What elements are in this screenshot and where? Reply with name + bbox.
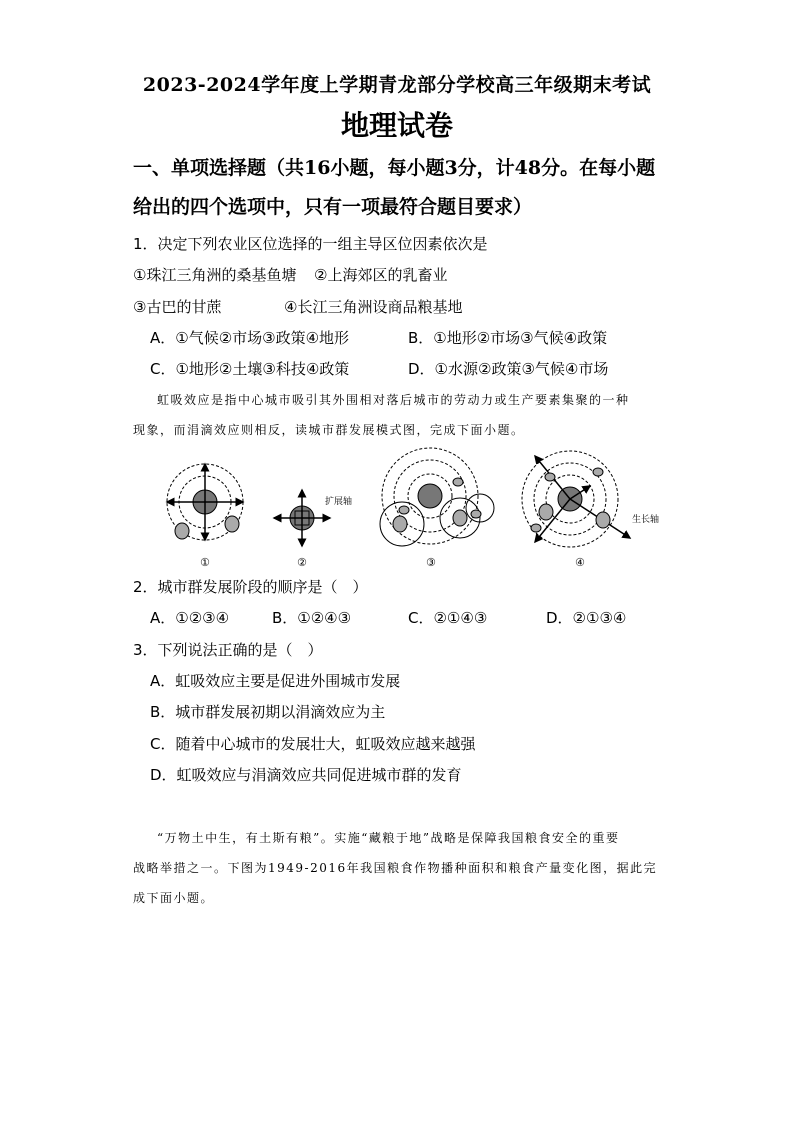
- diagram-3: [380, 448, 494, 546]
- q2-option-c: C．②①④③: [408, 609, 488, 627]
- q3-option-b: B．城市群发展初期以涓滴效应为主: [150, 703, 386, 721]
- q1-stem: 1．决定下列农业区位选择的一组主导区位因素依次是: [133, 235, 488, 253]
- intro1-line1: 虹吸效应是指中心城市吸引其外围相对落后城市的劳动力或生产要素集聚的一种: [157, 393, 630, 407]
- q1-item-3: ③古巴的甘蔗: [133, 298, 222, 316]
- figure-label-2: ②: [297, 556, 307, 569]
- q1-option-d: D．①水源②政策③气候④市场: [408, 360, 609, 378]
- q1-option-a: A．①气候②市场③政策④地形: [150, 329, 350, 347]
- intro2-line1: “万物土中生，有土斯有粮”。实施“藏粮于地”战略是保障我国粮食安全的重要: [157, 831, 620, 845]
- q3-option-c: C．随着中心城市的发展壮大，虹吸效应越来越强: [150, 735, 476, 753]
- intro1-line2: 现象，而涓滴效应则相反，读城市群发展模式图，完成下面小题。: [133, 423, 525, 437]
- q2-option-b: B．①②④③: [272, 609, 352, 627]
- q1-item-4: ④长江三角洲设商品粮基地: [284, 298, 463, 316]
- diagram-2: [274, 490, 352, 546]
- city-cluster-figure: [150, 442, 670, 572]
- q1-option-b: B．①地形②市场③气候④政策: [408, 329, 608, 347]
- q3-stem: 3．下列说法正确的是（ ）: [133, 641, 323, 659]
- q1-option-c: C．①地形②土壤③科技④政策: [150, 360, 350, 378]
- intro2-line3: 成下面小题。: [133, 891, 215, 905]
- exam-subtitle: 2023-2024学年度上学期青龙部分学校高三年级期末考试: [142, 74, 652, 96]
- expand-axis-label: 扩展轴: [325, 497, 353, 507]
- exam-title: 地理试卷: [340, 109, 453, 142]
- diagram-4: [522, 451, 659, 547]
- figure-label-3: ③: [426, 556, 436, 569]
- section-heading-line2: 给出的四个选项中，只有一项最符合题目要求）: [133, 196, 533, 218]
- q3-option-a: A．虹吸效应主要是促进外围城市发展: [150, 672, 401, 690]
- q3-option-d: D．虹吸效应与涓滴效应共同促进城市群的发育: [150, 766, 462, 784]
- figure-label-1: ①: [200, 556, 210, 569]
- q1-item-1: ①珠江三角洲的桑基鱼塘: [133, 266, 297, 284]
- figure-label-4: ④: [575, 556, 585, 569]
- growth-axis-label: 生长轴: [632, 515, 660, 525]
- q2-option-a: A．①②③④: [150, 609, 230, 627]
- q1-item-2: ②上海郊区的乳畜业: [314, 266, 448, 284]
- diagram-1: [167, 464, 243, 540]
- intro2-line2: 战略举措之一。下图为1949-2016年我国粮食作物播种面积和粮食产量变化图，据此完: [133, 861, 658, 875]
- section-heading-line1: 一、单项选择题（共16小题，每小题3分，计48分。在每小题: [133, 157, 656, 179]
- q2-stem: 2．城市群发展阶段的顺序是（ ）: [133, 578, 368, 596]
- q2-option-d: D．②①③④: [546, 609, 627, 627]
